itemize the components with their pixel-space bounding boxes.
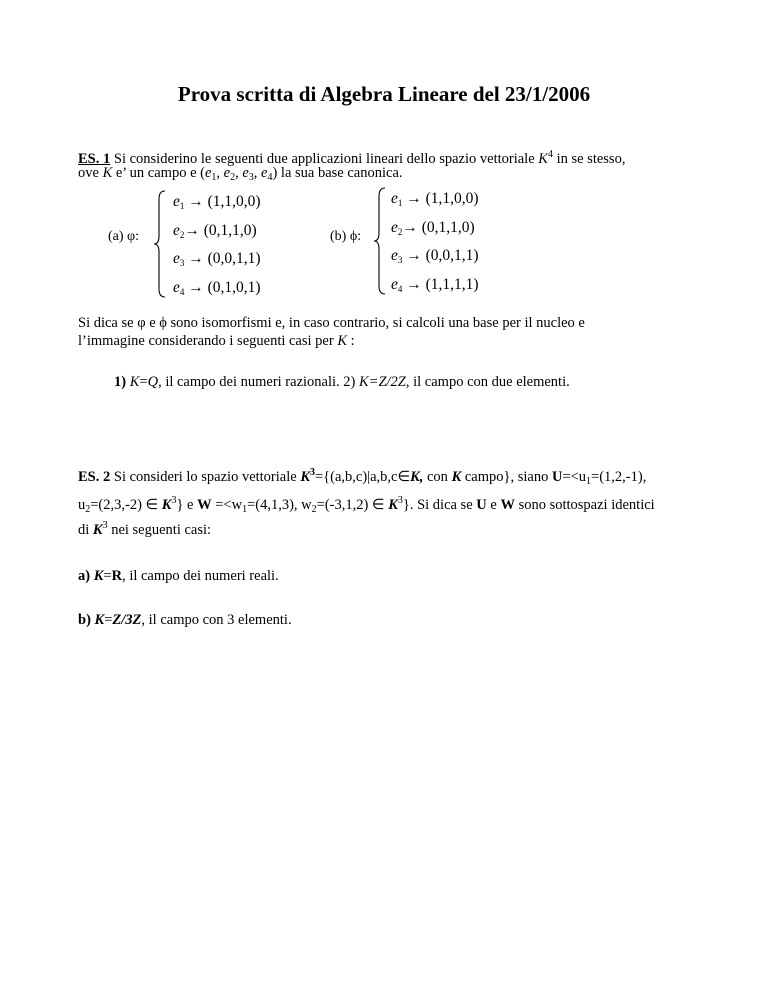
es2-label: ES. 2 bbox=[78, 469, 111, 485]
es2-line1: ES. 2 Si consideri lo spazio vettoriale $K^3=\{(a,b,c)|a,b,c\in K$, con K campo}, siano $U=<u_1=(1,2,-1)$, bbox=[78, 467, 647, 487]
map-b-row: $e_3 \to (0,0,1,1)$ bbox=[391, 247, 479, 265]
es1-question-line2: l’immagine considerando i seguenti casi per K : bbox=[78, 333, 355, 349]
map-b-brace bbox=[372, 186, 388, 296]
es1-line1: ES. 1 Si considerino le seguenti due applicazioni lineari dello spazio vettoriale $K^4$ in se stesso, bbox=[78, 149, 626, 167]
es1-cases: 1) K=Q, il campo dei numeri razionali. 2) K=Z/2Z, il campo con due elementi. bbox=[114, 374, 570, 390]
map-a-row: $e_1 \to (1,1,0,0)$ bbox=[173, 193, 261, 211]
map-b-row: $e_2\to (0,1,1,0)$ bbox=[391, 218, 475, 237]
map-b-label: (b) ϕ: bbox=[330, 229, 362, 244]
es1-question-line1: Si dica se φ e ϕ sono isomorfismi e, in caso contrario, si calcoli una base per il nucleo e bbox=[78, 315, 585, 331]
map-a-label: (a) φ: bbox=[108, 229, 140, 244]
es1-label: ES. 1 bbox=[78, 151, 111, 167]
map-b-rows bbox=[391, 187, 479, 301]
es2-case-b: b) K=Z/3Z, il campo con 3 elementi. bbox=[78, 612, 292, 628]
map-a-row: $e_4 \to (0,1,0,1)$ bbox=[173, 278, 261, 297]
map-a-row: $e_3 \to (0,0,1,1)$ bbox=[173, 250, 261, 268]
map-a-brace bbox=[152, 189, 168, 299]
es2-case-a: a) K=R, il campo dei numeri reali. bbox=[78, 568, 279, 584]
es1-line2: ove K e’ un campo e ($e_1$, $e_2$, $e_3$, $e_4$) la sua base canonica. bbox=[78, 165, 403, 183]
map-b-row: $e_1 \to (1,1,0,0)$ bbox=[391, 190, 479, 208]
map-b-row: $e_4 \to (1,1,1,1)$ bbox=[391, 275, 479, 294]
es2-line2: $u_2=(2,3,-2)$ ∈ $K^3$} e $W =<w_1=(4,1,3)$, $w_2=(-3,1,2)$ ∈ $K^3$}. Si dica se U e W sono sottospazi identici bbox=[78, 495, 655, 515]
es2-line3: di $K^3$ nei seguenti casi: bbox=[78, 520, 212, 538]
map-a-rows bbox=[173, 190, 261, 304]
page-title: Prova scritta di Algebra Lineare del 23/1/2006 bbox=[177, 82, 591, 106]
map-a-row: $e_2\to (0,1,1,0)$ bbox=[173, 221, 257, 240]
